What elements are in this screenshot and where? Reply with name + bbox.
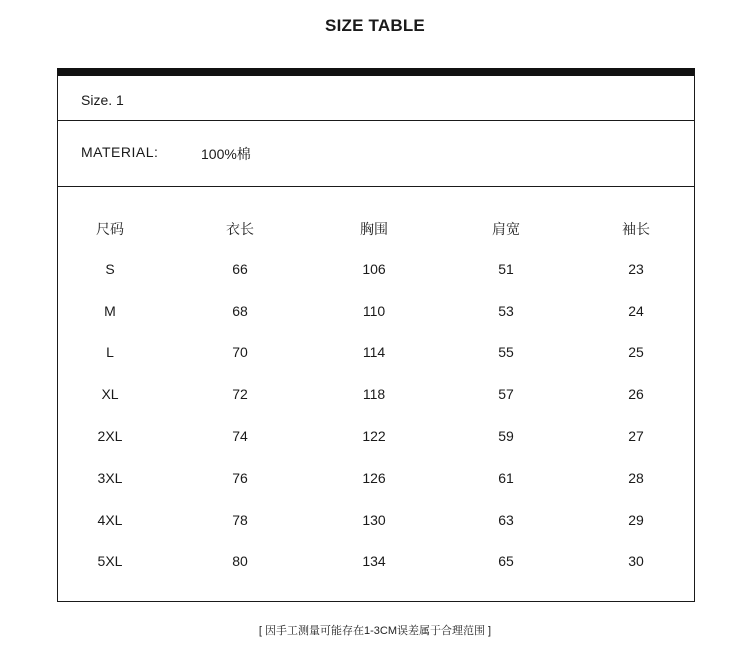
- material-value: 100%棉: [201, 146, 251, 162]
- table-cell: 4XL: [97, 511, 123, 528]
- table-cell: 72: [232, 386, 248, 403]
- table-cell: 63: [498, 511, 514, 528]
- table-cell: 66: [232, 260, 248, 277]
- table-row: [58, 512, 694, 532]
- material-row: [58, 121, 694, 187]
- table-cell: 68: [232, 302, 248, 319]
- table-cell: M: [104, 302, 116, 319]
- table-cell: 122: [362, 428, 386, 444]
- table-cell: 57: [498, 386, 514, 403]
- material-label: MATERIAL:: [81, 144, 159, 160]
- table-row: [58, 470, 694, 490]
- table-cell: 74: [232, 428, 248, 444]
- table-row: [58, 344, 694, 364]
- table-cell: 130: [362, 511, 386, 528]
- table-cell: 51: [498, 260, 514, 277]
- table-cell: 23: [628, 260, 644, 277]
- table-header-cell: 袖长: [622, 221, 650, 237]
- table-cell: 27: [628, 428, 644, 444]
- table-header-row: [58, 219, 694, 239]
- table-cell: 3XL: [97, 469, 123, 486]
- table-cell: 59: [498, 428, 514, 444]
- table-cell: 2XL: [97, 428, 123, 444]
- table-cell: 76: [232, 469, 248, 486]
- table-cell: 5XL: [97, 553, 123, 570]
- table-cell: 26: [628, 386, 644, 403]
- table-cell: 134: [362, 553, 386, 570]
- table-cell: S: [105, 260, 115, 277]
- table-cell: L: [106, 344, 114, 361]
- table-cell: 61: [498, 469, 514, 486]
- table-cell: 110: [362, 302, 386, 319]
- table-cell: 30: [628, 553, 644, 570]
- table-cell: 24: [628, 302, 644, 319]
- table-cell: 28: [628, 469, 644, 486]
- size-row: [58, 76, 694, 121]
- table-header-cell: 衣长: [226, 221, 254, 237]
- table-row: [58, 303, 694, 323]
- table-cell: 70: [232, 344, 248, 361]
- table-header-cell: 胸围: [360, 221, 388, 237]
- size-label: Size. 1: [81, 92, 124, 108]
- table-cell: 55: [498, 344, 514, 361]
- table-cell: 78: [232, 511, 248, 528]
- table-row: [58, 428, 694, 448]
- table-row: [58, 553, 694, 573]
- measurement-note: [ 因手工测量可能存在1-3CM误差属于合理范围 ]: [258, 625, 492, 637]
- table-header-cell: 尺码: [96, 221, 124, 237]
- table-cell: 118: [362, 386, 386, 403]
- table-cell: 65: [498, 553, 514, 570]
- table-cell: 80: [232, 553, 248, 570]
- table-cell: XL: [101, 386, 119, 403]
- page-title: SIZE TABLE: [325, 16, 425, 35]
- size-table-frame: [57, 68, 695, 602]
- table-cell: 25: [628, 344, 644, 361]
- table-cell: 29: [628, 511, 644, 528]
- table-cell: 126: [362, 469, 386, 486]
- table-row: [58, 386, 694, 406]
- table-row: [58, 261, 694, 281]
- table-header-cell: 肩宽: [492, 221, 520, 237]
- table-cell: 106: [362, 260, 386, 277]
- table-cell: 53: [498, 302, 514, 319]
- table-cell: 114: [362, 344, 386, 361]
